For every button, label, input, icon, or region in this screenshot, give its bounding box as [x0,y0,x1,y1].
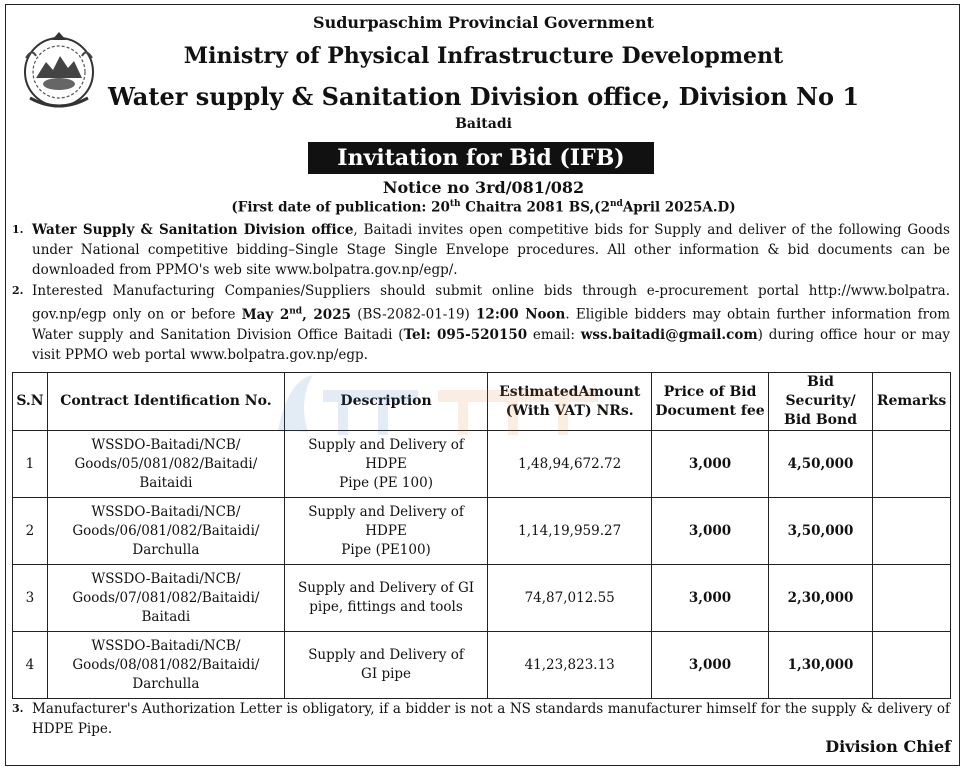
cell-contract: WSSDO-Baitadi/NCB/ Goods/08/081/082/Baitaidi/ Darchulla [47,632,284,699]
cell-amount: 74,87,012.55 [488,565,652,632]
cell-remarks [873,431,951,498]
paragraph-1: 1. Water Supply & Sanitation Division office, Baitadi invites open competitive bids for Supply and deliver of the following Goods under National competitive bidding–Single Stage Single Envelope procedures. All other information & bid documents can be downloaded from PPMO's web site www.bolpatra.gov.np/egp/. [12,222,950,278]
cell-contract: WSSDO-Baitadi/NCB/ Goods/05/081/082/Baitadi/ Baitaidi [47,431,284,498]
paragraph-number: 3. [12,702,24,715]
header-description: Description [284,373,487,431]
header-amount: EstimatedAmount (With VAT) NRs. [488,373,652,431]
district-name: Baitadi [455,116,512,132]
cell-amount: 41,23,823.13 [488,632,652,699]
paragraph-number: 1. [12,223,24,236]
table-row [13,565,951,632]
cell-description: Supply and Delivery of HDPE Pipe (PE 100) [284,431,487,498]
cell-sn: 1 [13,431,48,498]
cell-description: Supply and Delivery of GI pipe, fittings and tools [284,565,487,632]
cell-security: 3,50,000 [768,498,872,565]
table-row [13,632,951,699]
paragraph-number: 2. [12,284,24,297]
office-title: Water supply & Sanitation Division office, Division No 1 [107,82,860,111]
office-name: Water Supply & Sanitation Division office [32,222,354,238]
cell-sn: 3 [13,565,48,632]
notice-number: Notice no 3rd/081/082 [382,178,585,197]
table-row [13,431,951,498]
cell-security: 1,30,000 [768,632,872,699]
header-fee: Price of Bid Document fee [652,373,769,431]
cell-security: 4,50,000 [768,431,872,498]
first-publication-date: (First date of publication: 20th Chaitra 2081 BS,(2ndApril 2025A.D) [231,199,736,216]
cell-amount: 1,14,19,959.27 [488,498,652,565]
cell-fee: 3,000 [652,565,769,632]
header-sn: S.N [13,373,48,431]
signature-title: Division Chief [825,737,951,756]
cell-remarks [873,632,951,699]
government-title: Sudurpaschim Provincial Government [313,13,654,32]
cell-security: 2,30,000 [768,565,872,632]
cell-remarks [873,565,951,632]
cell-sn: 4 [13,632,48,699]
cell-fee: 3,000 [652,498,769,565]
table-row [13,498,951,565]
header-remarks: Remarks [873,373,951,431]
submission-deadline: May 2nd, 2025 [241,306,351,323]
ifb-banner: Invitation for Bid (IFB) [308,142,654,174]
bid-table [12,372,951,699]
submission-time: 12:00 Noon [476,306,566,323]
telephone: Tel: 095-520150 [403,326,528,343]
header-security: Bid Security/ Bid Bond [768,373,872,431]
cell-contract: WSSDO-Baitadi/NCB/ Goods/06/081/082/Baitaidi/ Darchulla [47,498,284,565]
paragraph-3: 3. Manufacturer's Authorization Letter is obligatory, if a bidder is not a NS standards manufacturer himself for the supply & delivery of HDPE Pipe. [12,701,950,737]
email: wss.baitadi@gmail.com [580,326,758,343]
header-contract: Contract Identification No. [47,373,284,431]
cell-amount: 1,48,94,672.72 [488,431,652,498]
paragraph-2: 2. Interested Manufacturing Companies/Suppliers should submit online bids through e-procurement portal http://www.bolpatra. gov.np/egp only on or before May 2nd, 2025 (BS-2082-01-19) 12:00 Noon. Eligible bidders may obtain further information from Water supply and Sanitation Division Office Baitadi (Tel: 095-520150 email: wss.baitadi@gmail.com) during office hour or may visit PPMO web portal www.bolpatra.gov.np/egp. [12,283,950,363]
cell-description: Supply and Delivery of HDPE Pipe (PE100) [284,498,487,565]
cell-contract: WSSDO-Baitadi/NCB/ Goods/07/081/082/Baitaidi/ Baitadi [47,565,284,632]
cell-description: Supply and Delivery of GI pipe [284,632,487,699]
cell-fee: 3,000 [652,632,769,699]
cell-fee: 3,000 [652,431,769,498]
ministry-title: Ministry of Physical Infrastructure Development [183,43,784,69]
cell-sn: 2 [13,498,48,565]
cell-remarks [873,498,951,565]
table-header-row [13,373,951,431]
